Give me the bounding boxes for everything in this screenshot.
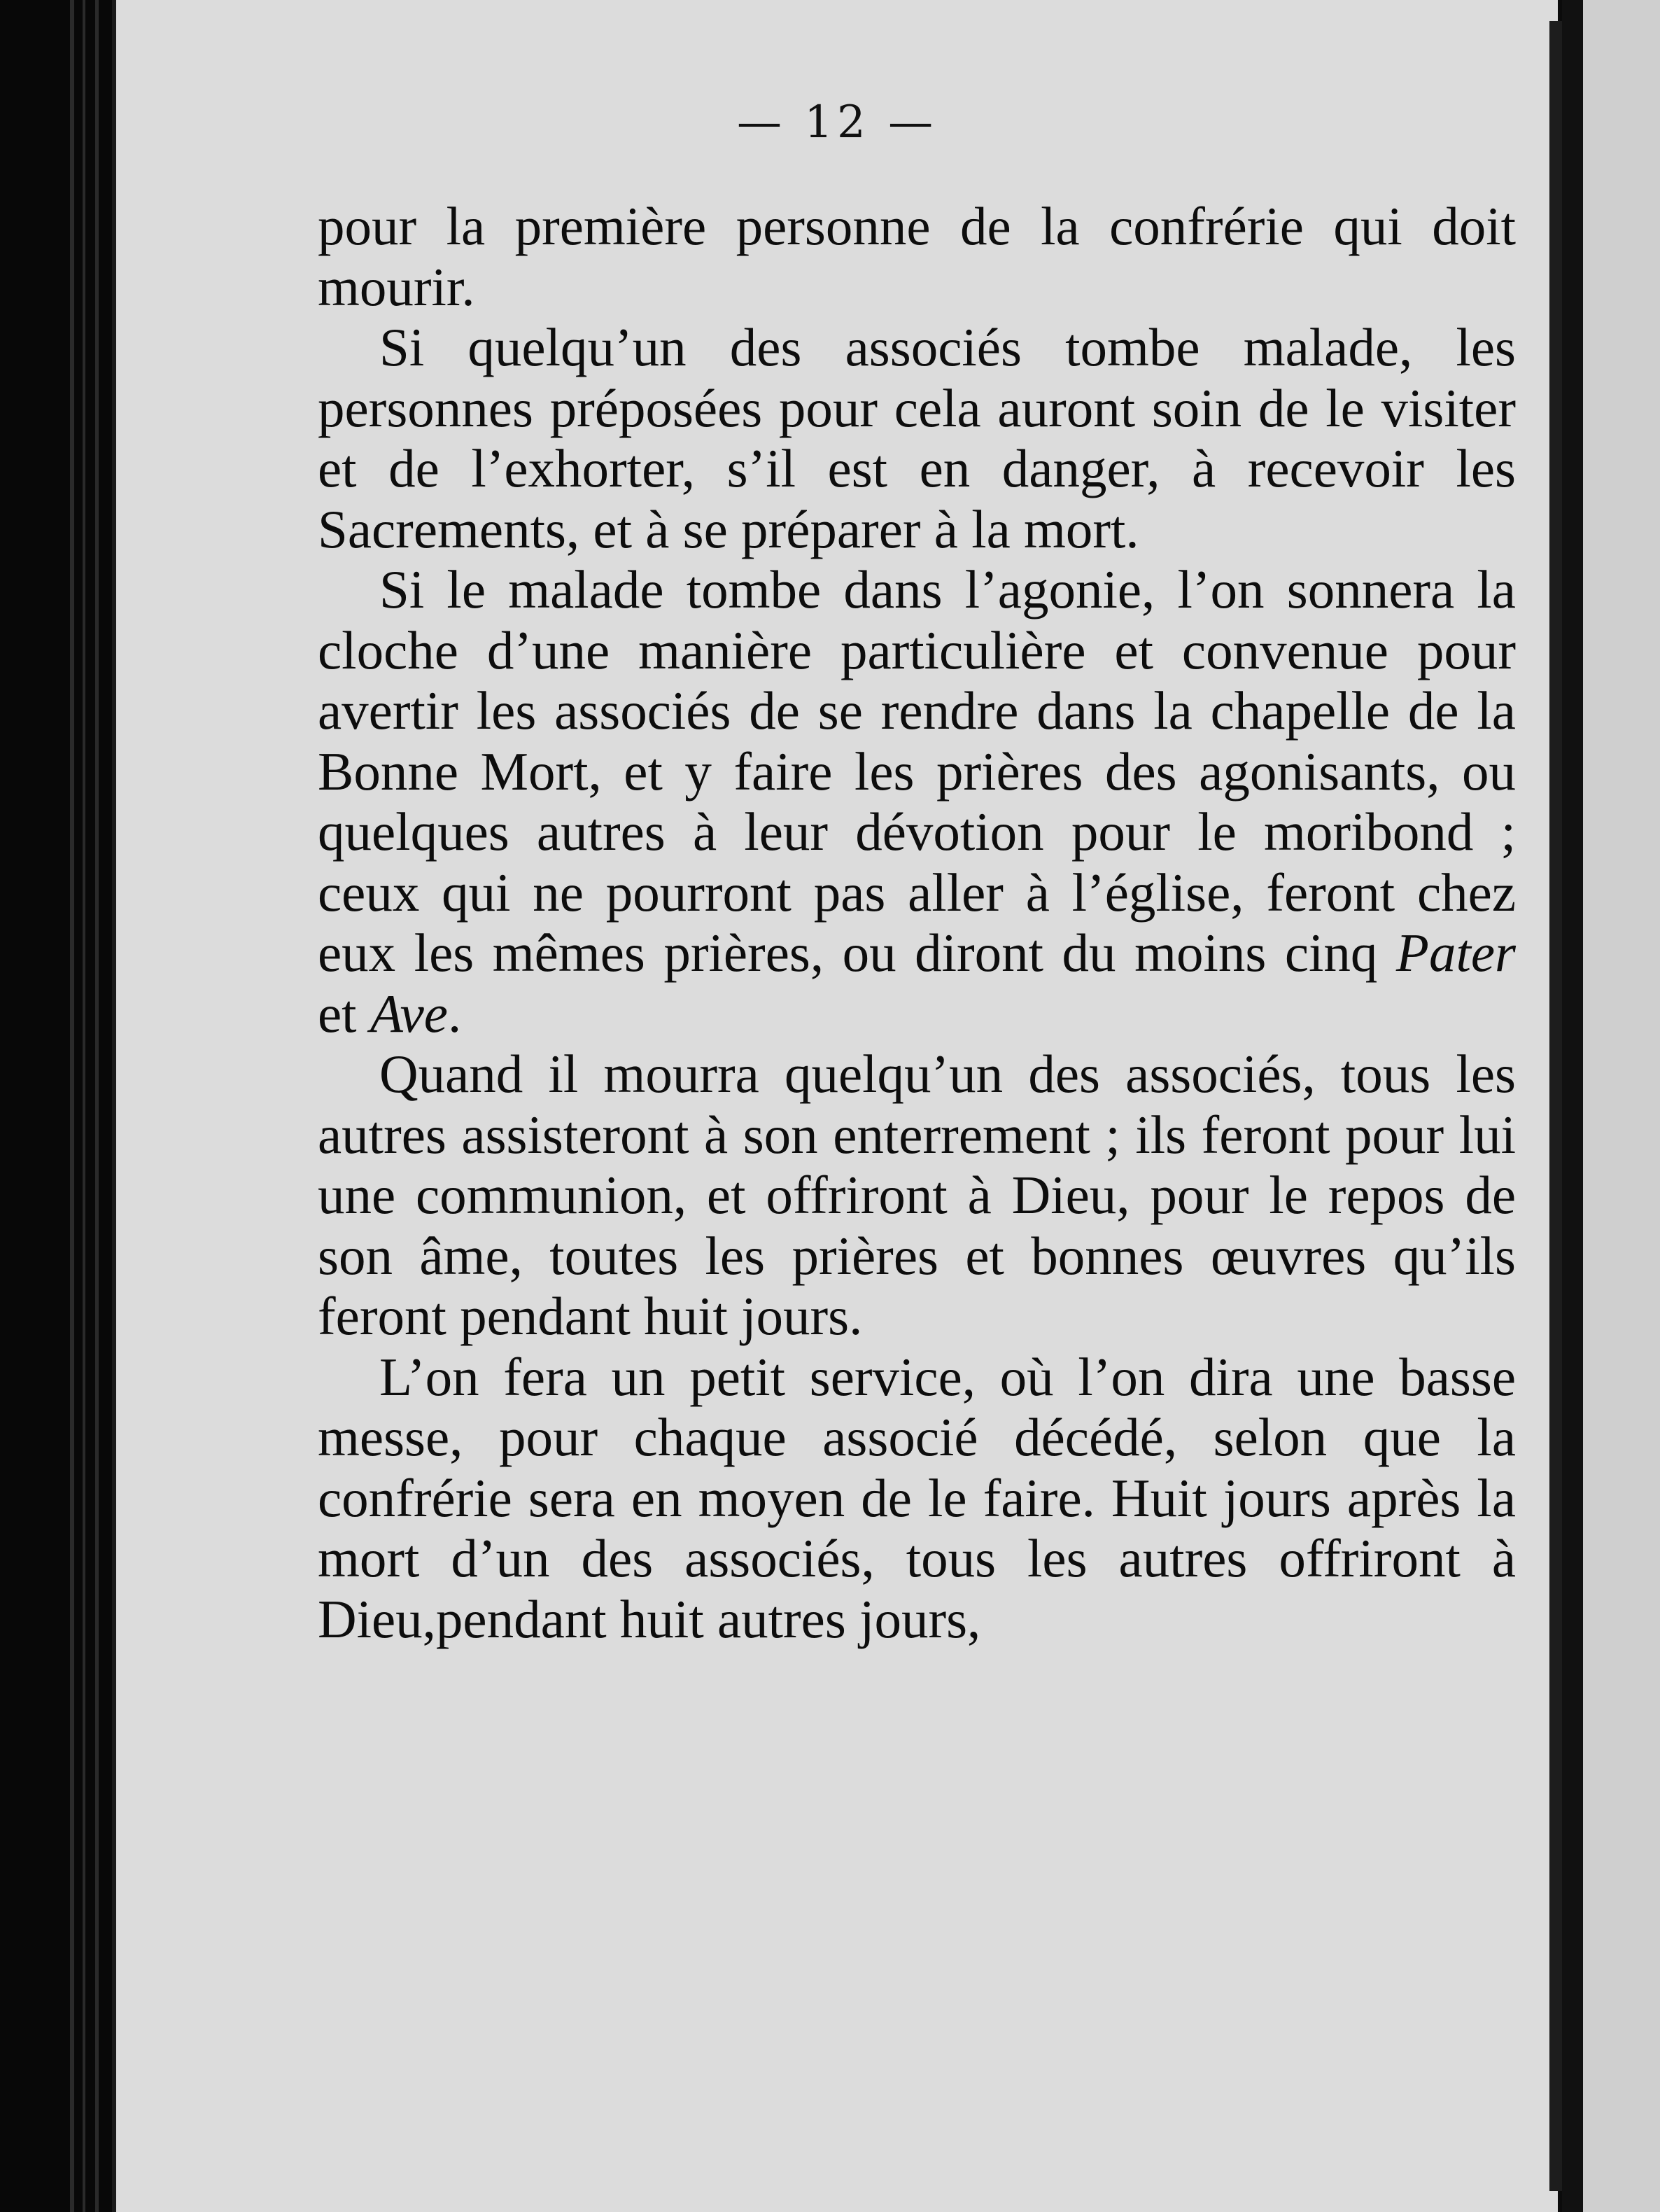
page-number: — 12 —: [736, 97, 938, 148]
paragraph-2: Si quelqu’un des associés tombe malade, les personnes préposées pour cela auront soin de le visiter et de l’exhorter, s’il est en danger, à recevoir les Sacrements, et à se préparer à la mort.: [318, 317, 1516, 559]
edge-streak: [70, 0, 74, 2212]
page-right-border: [1549, 21, 1562, 2191]
left-book-edge: [0, 0, 112, 2212]
edge-streak: [95, 0, 99, 2212]
paragraph-1: pour la première personne de la confrérie qui doit mourir.: [318, 196, 1516, 317]
paragraph-3-middle: et: [318, 983, 370, 1044]
right-edge-shadow: [1562, 0, 1583, 2212]
paragraph-3-end: .: [447, 983, 462, 1044]
paragraph-5: L’on fera un petit service, où l’on dira une basse messe, pour chaque associé décédé, selon que la confrérie sera en moyen de le faire. Huit jours après la mort d’un des associés, tous les autres offriront à Dieu,pendant huit autres jours,: [318, 1346, 1516, 1649]
body-text: [318, 196, 1516, 1649]
paragraph-3: [318, 559, 1516, 1044]
italic-pater: Pater: [1395, 923, 1516, 983]
paragraph-3-text: Si le malade tombe dans l’agonie, l’on sonnera la cloche d’une manière particulière et convenue pour avertir les associés de se rendre dans la chapelle de la Bonne Mort, et y faire les prières des agonisants, ou quelques autres à leur dévotion pour le moribond ; ceux qui ne pourront pas aller à l’église, feront chez eux les mêmes prières, ou diront du moins cinq: [318, 559, 1516, 983]
edge-streak: [83, 0, 85, 2212]
scanned-page: [112, 0, 1558, 2212]
italic-ave: Ave: [370, 983, 448, 1044]
paragraph-4: Quand il mourra quelqu’un des associés, tous les autres assisteront à son enterrement ; ils feront pour lui une communion, et offriront à Dieu, pour le repos de son âme, toutes les prières et bonnes œuvres qu’ils feront pendant huit jours.: [318, 1044, 1516, 1346]
right-book-edge: [1562, 0, 1660, 2212]
